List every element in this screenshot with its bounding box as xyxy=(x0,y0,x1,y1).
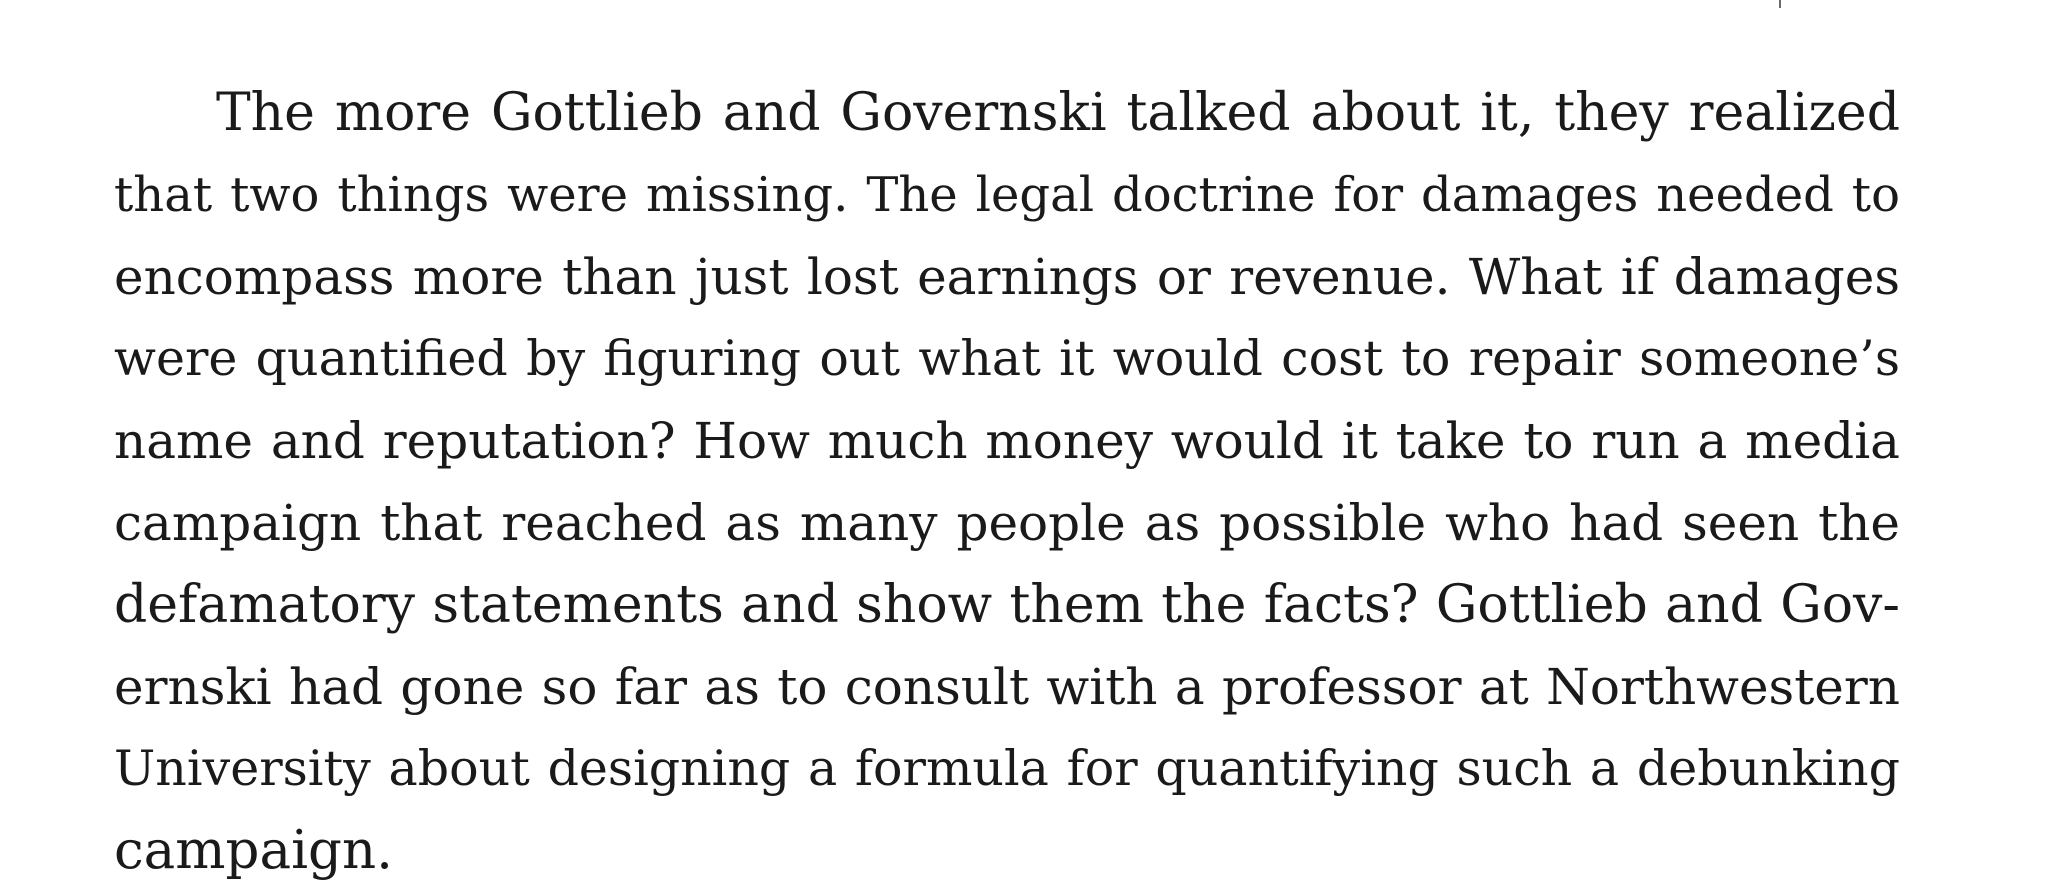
paragraph-line-6: campaign that reached as many people as possible who had seen the xyxy=(114,494,1900,552)
paragraph-line-9: University about designing a formula for quantifying such a debunking xyxy=(114,740,1900,797)
paragraph-line-2: that two things were missing. The legal doctrine for damages needed to xyxy=(114,167,1900,223)
paragraph-line-3: encompass more than just lost earnings or revenue. What if damages xyxy=(114,248,1900,306)
paragraph-line-8: ernski had gone so far as to consult with a professor at Northwestern xyxy=(114,658,1900,716)
paragraph-line-4: were quantified by figuring out what it would cost to repair someone’s xyxy=(114,330,1900,387)
paragraph-line-7: defamatory statements and show them the facts? Gottlieb and Gov- xyxy=(114,575,1900,635)
paragraph-line-1: The more Gottlieb and Governski talked about it, they realized xyxy=(216,83,1900,143)
paragraph-line-5: name and reputation? How much money would it take to run a media xyxy=(114,412,1900,470)
page-edge-mark xyxy=(1779,0,1781,8)
paragraph-line-10: campaign. xyxy=(114,820,393,881)
body-paragraph xyxy=(114,72,1900,892)
